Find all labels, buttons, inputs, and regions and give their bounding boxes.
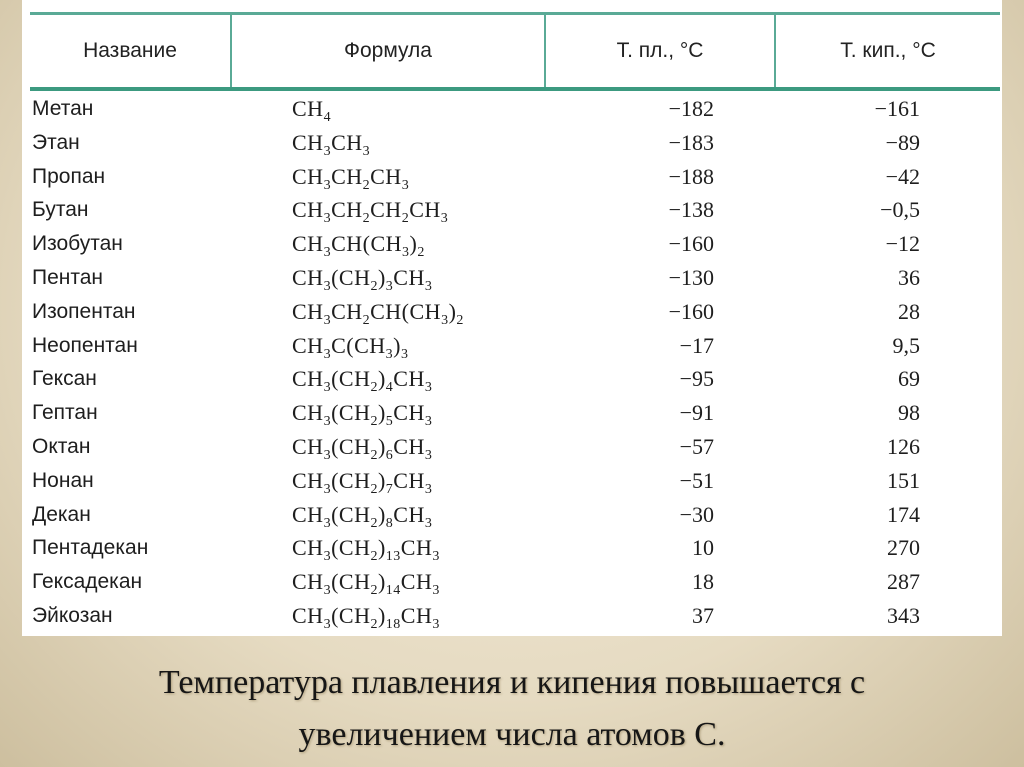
alkane-name: Метан xyxy=(32,97,94,120)
header-formula: Формула xyxy=(344,39,432,62)
table-row xyxy=(22,531,1002,565)
alkane-formula: $CH_3(CH_2)_7CH_3$ xyxy=(292,467,433,497)
alkanes-table xyxy=(22,0,1002,636)
alkane-formula: $CH_3(CH_2)_3CH_3$ xyxy=(292,264,433,294)
melting-point: −17 xyxy=(679,332,714,358)
boiling-point: −0,5 xyxy=(880,197,920,223)
boiling-point: −161 xyxy=(874,96,920,121)
melting-point: −57 xyxy=(679,433,714,459)
alkane-formula: $CH_3(CH_2)_4CH_3$ xyxy=(292,366,433,396)
header-melting-point: Т. пл., °С xyxy=(616,39,704,62)
alkane-name: Пропан xyxy=(32,164,106,188)
alkane-formula: $CH_3C(CH_3)_3$ xyxy=(292,332,409,362)
melting-point: −160 xyxy=(668,298,714,324)
melting-point: −182 xyxy=(668,96,714,121)
table-row xyxy=(22,430,1002,464)
table-row xyxy=(22,160,1002,194)
table-row xyxy=(22,565,1002,599)
boiling-point: 98 xyxy=(898,400,920,426)
alkane-name: Изобутан xyxy=(32,232,123,256)
table-row xyxy=(22,498,1002,532)
alkane-formula: $CH_3CH(CH_3)_2$ xyxy=(292,231,425,261)
table-row xyxy=(22,362,1002,396)
alkane-name: Гексан xyxy=(32,367,97,391)
melting-point: −188 xyxy=(668,163,714,189)
alkane-name: Гексадекан xyxy=(32,570,143,594)
alkane-name: Изопентан xyxy=(32,299,136,323)
alkane-formula: $CH_3(CH_2)_{18}CH_3$ xyxy=(292,602,440,632)
table-row xyxy=(22,261,1002,295)
alkane-formula: $CH_3(CH_2)_{14}CH_3$ xyxy=(292,569,440,599)
alkane-name: Декан xyxy=(32,502,91,526)
table-row xyxy=(22,295,1002,329)
conclusion-caption xyxy=(0,657,1024,761)
boiling-point: −12 xyxy=(885,231,920,257)
table-row xyxy=(22,329,1002,363)
melting-point: −138 xyxy=(668,197,714,223)
alkane-formula: $CH_3CH_2CH_3$ xyxy=(292,163,410,193)
melting-point: 10 xyxy=(692,535,714,561)
melting-point: −183 xyxy=(668,129,714,155)
caption-line-1: Температура плавления и кипения повышается с xyxy=(158,664,866,701)
table-header xyxy=(30,12,1000,91)
alkane-formula: $CH_3(CH_2)_{13}CH_3$ xyxy=(292,535,440,565)
alkane-name: Нонан xyxy=(32,468,94,492)
alkane-formula: $CH_4$ xyxy=(292,96,332,125)
table-row xyxy=(22,193,1002,227)
boiling-point: 270 xyxy=(887,535,920,561)
alkane-name: Пентадекан xyxy=(32,536,149,560)
melting-point: −95 xyxy=(679,366,714,392)
table-row xyxy=(22,599,1002,633)
alkane-name: Эйкозан xyxy=(32,603,113,627)
alkane-formula: $CH_3CH_2CH(CH_3)_2$ xyxy=(292,298,464,328)
alkane-formula: $CH_3CH_3$ xyxy=(292,129,371,159)
alkane-name: Этан xyxy=(32,130,80,154)
alkane-formula: $CH_3(CH_2)_6CH_3$ xyxy=(292,433,433,463)
boiling-point: 174 xyxy=(887,501,920,527)
melting-point: −91 xyxy=(679,400,714,426)
boiling-point: 126 xyxy=(887,433,920,459)
table-body xyxy=(22,92,1002,633)
alkane-name: Бутан xyxy=(32,198,89,222)
alkane-formula: $CH_3CH_2CH_2CH_3$ xyxy=(292,197,449,227)
melting-point: −30 xyxy=(679,501,714,527)
alkane-name: Пентан xyxy=(32,265,104,289)
melting-point: 18 xyxy=(692,569,714,595)
table-row xyxy=(22,126,1002,160)
header-name: Название xyxy=(83,39,177,62)
boiling-point: 151 xyxy=(887,467,920,493)
alkane-formula: $CH_3(CH_2)_5CH_3$ xyxy=(292,400,433,430)
header-boiling-point: Т. кип., °С xyxy=(840,39,936,62)
table-row xyxy=(22,396,1002,430)
boiling-point: 36 xyxy=(898,264,920,290)
alkane-name: Гептан xyxy=(32,401,98,425)
alkane-name: Октан xyxy=(32,434,91,458)
table-row xyxy=(22,92,1002,126)
boiling-point: 287 xyxy=(887,569,920,595)
melting-point: −160 xyxy=(668,231,714,257)
boiling-point: −89 xyxy=(885,129,920,155)
boiling-point: 28 xyxy=(898,298,920,324)
boiling-point: 343 xyxy=(887,602,920,628)
boiling-point: −42 xyxy=(885,163,920,189)
melting-point: 37 xyxy=(692,602,714,628)
boiling-point: 69 xyxy=(898,366,920,392)
boiling-point: 9,5 xyxy=(892,332,920,358)
table-row xyxy=(22,227,1002,261)
caption-line-2: увеличением числа атомов С. xyxy=(298,716,726,753)
melting-point: −51 xyxy=(679,467,714,493)
alkane-formula: $CH_3(CH_2)_8CH_3$ xyxy=(292,501,433,531)
alkane-name: Неопентан xyxy=(32,333,138,357)
table-row xyxy=(22,464,1002,498)
melting-point: −130 xyxy=(668,264,714,290)
